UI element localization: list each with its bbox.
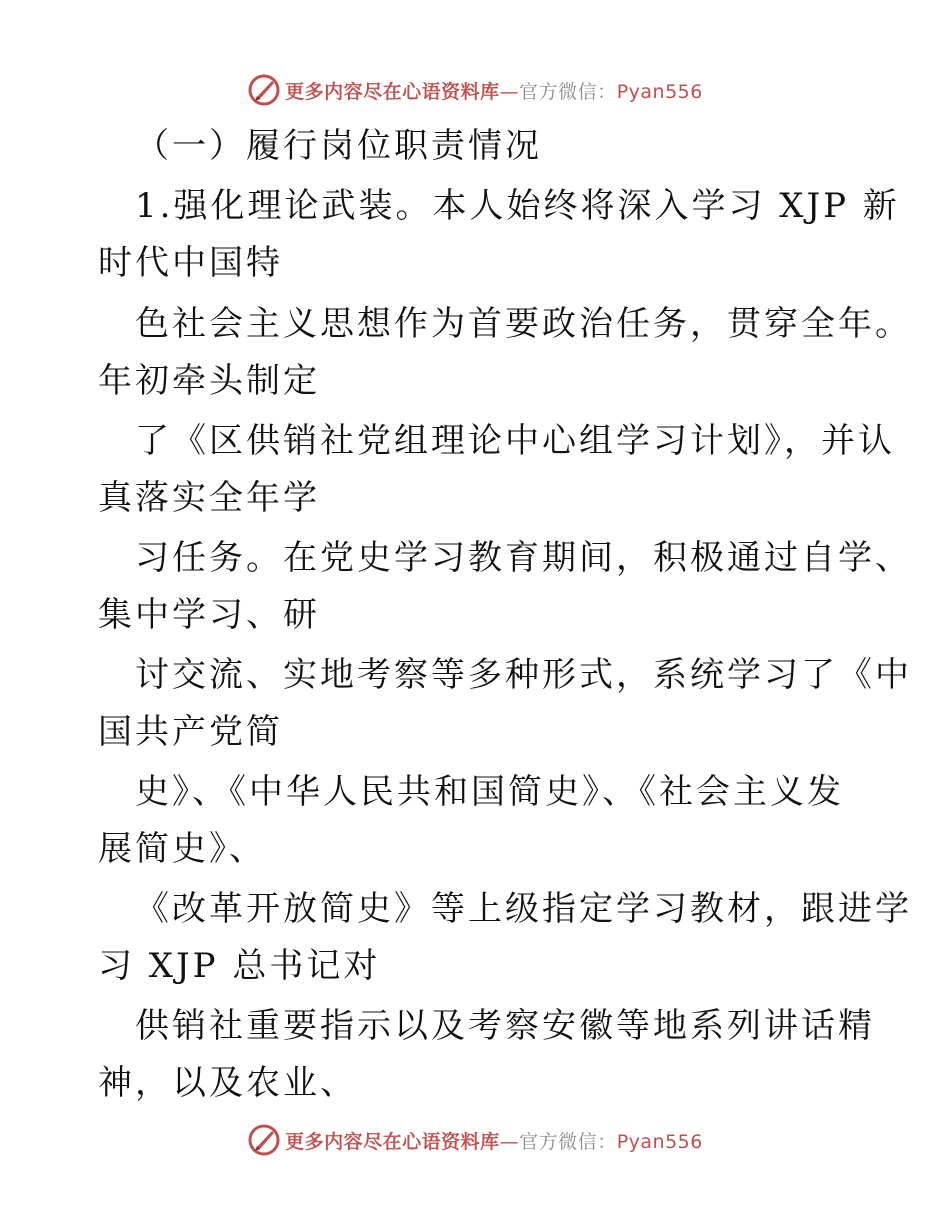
red-quill-circle-icon <box>247 73 281 107</box>
text-line: 年初牵头制定 <box>98 361 320 401</box>
watermark-brand: 更多内容尽在心语资料库 <box>285 1130 500 1153</box>
text-line: 《改革开放简史》等上级指定学习教材，跟进学 <box>135 889 912 929</box>
watermark-brand: 更多内容尽在心语资料库 <box>285 80 500 103</box>
section-heading: （一）履行岗位职责情况 <box>135 126 542 166</box>
watermark-separator: — <box>499 80 520 103</box>
watermark-wechat-id: Pyan556 <box>616 1130 703 1153</box>
text-line: 习任务。在党史学习教育期间，积极通过自学、 <box>135 538 912 578</box>
header-watermark <box>0 70 950 110</box>
text-line: 集中学习、研 <box>98 595 320 635</box>
watermark-wechat-id: Pyan556 <box>616 80 703 103</box>
text-line: 神，以及农业、 <box>98 1063 357 1103</box>
text-line: 展简史》、 <box>98 829 266 869</box>
text-line: 供销社重要指示以及考察安徽等地系列讲话精 <box>135 1006 875 1046</box>
watermark-official-label: 官方微信： <box>519 1130 617 1153</box>
text-line: 时代中国特 <box>98 243 283 283</box>
text-line: 史》、《中华人民共和国简史》、《社会主义发 <box>135 772 844 812</box>
watermark-separator: — <box>499 1130 520 1153</box>
text-line: 了《区供销社党组理论中心组学习计划》，并认 <box>135 421 895 461</box>
header-watermark-text <box>285 77 703 104</box>
watermark-official-label: 官方微信： <box>519 80 617 103</box>
text-line: 色社会主义思想作为首要政治任务，贯穿全年。 <box>135 304 912 344</box>
text-line: 1.强化理论武装。本人始终将深入学习 XJP 新 <box>135 186 900 226</box>
text-line: 国共产党简 <box>98 712 283 752</box>
text-line: 习 XJP 总书记对 <box>98 946 381 986</box>
footer-watermark-text <box>285 1127 703 1154</box>
text-line: 讨交流、实地考察等多种形式，系统学习了《中 <box>135 655 912 695</box>
footer-watermark <box>0 1120 950 1160</box>
red-quill-circle-icon <box>247 1123 281 1157</box>
text-line: 真落实全年学 <box>98 478 320 518</box>
